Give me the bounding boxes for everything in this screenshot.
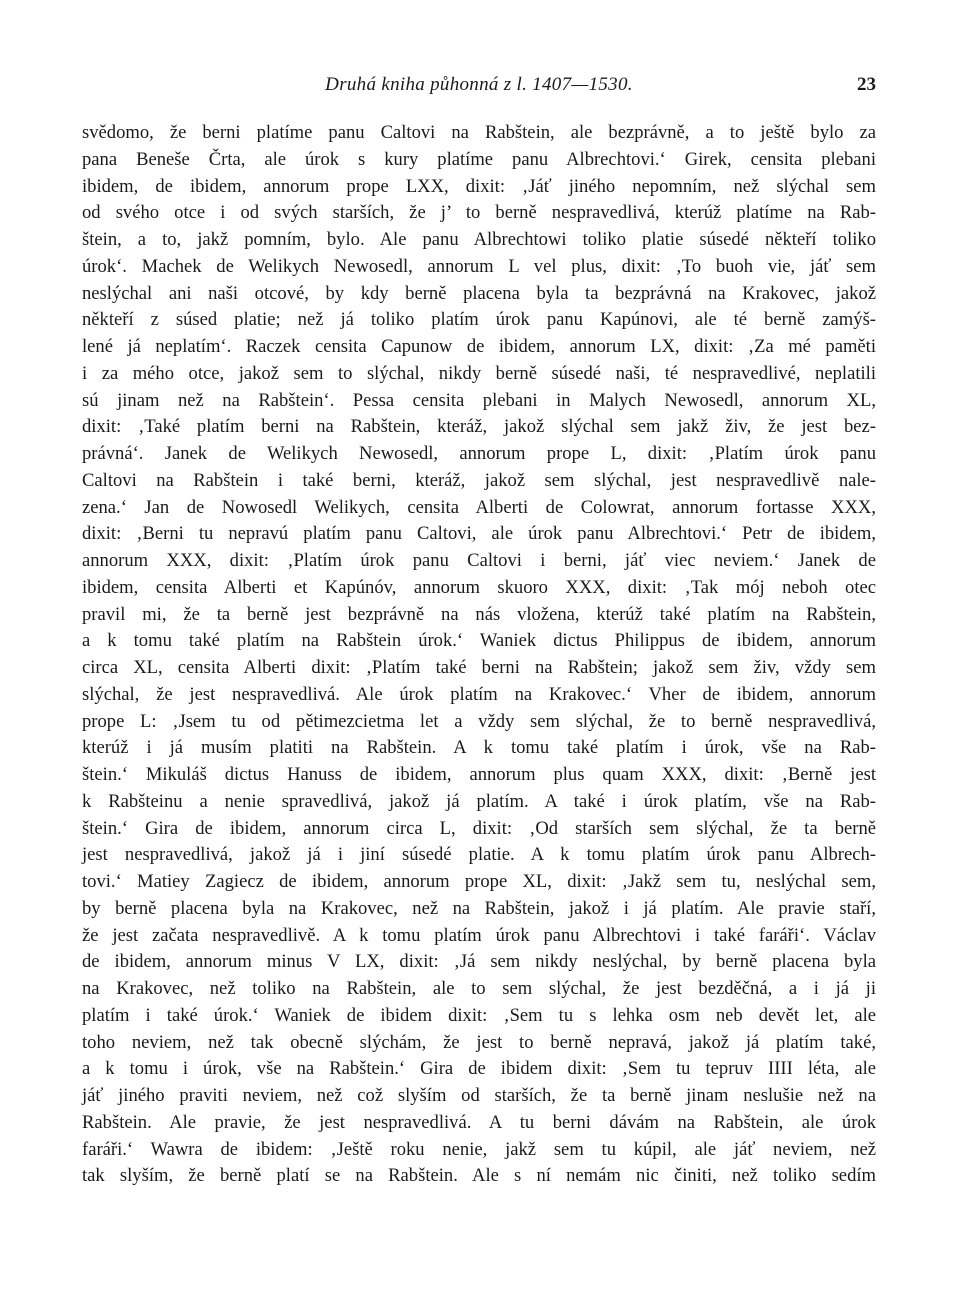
document-page bbox=[82, 74, 876, 1190]
text-line: by berně placena byla na Krakovec, než na Rabštein, jakož i já platím. Ale pravie staří, bbox=[82, 897, 876, 919]
text-line: štein.‘ Mikuláš dictus Hanuss de ibidem, annorum plus quam XXX, dixit: ‚Berně jest bbox=[82, 764, 876, 785]
text-line: a k tomu i úrok, vše na Rabštein.‘ Gira de ibidem dixit: ‚Sem tu tepruv IIII léta, ale bbox=[82, 1058, 876, 1080]
text-line: circa XL, censita Alberti dixit: ‚Platím také berni na Rabštein; jakož sem živ, vždy sem bbox=[82, 657, 876, 678]
text-line: ibidem, censita Alberti et Kapúnóv, annorum skuoro XXX, dixit: ‚Tak mój neboh otec bbox=[82, 576, 876, 598]
body-text bbox=[82, 120, 876, 1190]
text-line: prope L: ‚Jsem tu od pětimezcietma let a vždy sem slýchal, že to berně nespravedlivá, bbox=[82, 710, 876, 732]
text-line: že jest začata nespravedlivě. A k tomu platím úrok panu Albrechtovi i také faráři‘. Václav bbox=[82, 924, 876, 946]
text-line: kterúž i já musím platiti na Rabštein. A k tomu také platím i úrok, vše na Rab- bbox=[82, 737, 876, 759]
text-line: a k tomu také platím na Rabštein úrok.‘ Waniek dictus Philippus de ibidem, annorum bbox=[82, 630, 876, 652]
text-line: tak slyším, že berně platí se na Rabštein. Ale s ní nemám nic činiti, než toliko sedím bbox=[82, 1165, 876, 1187]
text-line: právná‘. Janek de Welikych Newosedl, annorum prope L, dixit: ‚Platím úrok panu bbox=[82, 443, 876, 464]
text-line: ibidem, de ibidem, annorum prope LXX, dixit: ‚Jáť jiného nepomním, než slýchal sem bbox=[82, 175, 876, 197]
text-line: Caltovi na Rabštein i také berni, kteráž, jakož sem slýchal, jest nespravedlivě nale- bbox=[82, 469, 876, 491]
text-line: faráři.‘ Wawra de ibidem: ‚Ještě roku nenie, jakž sem tu kúpil, ale jáť neviem, než bbox=[82, 1138, 876, 1160]
text-line: dixit: ‚Také platím berni na Rabštein, kteráž, jakož slýchal sem jakž živ, že jest bez- bbox=[82, 416, 876, 438]
text-line: štein.‘ Gira de ibidem, annorum circa L, dixit: ‚Od starších sem slýchal, že ta berně bbox=[82, 817, 876, 839]
text-line: Rabštein. Ale pravie, že jest nespravedlivá. A tu berni dávám na Rabštein, ale úrok bbox=[82, 1111, 876, 1133]
text-line: lené já neplatím‘. Raczek censita Capunow de ibidem, annorum LX, dixit: ‚Za mé paměti bbox=[82, 336, 876, 357]
text-line: annorum XXX, dixit: ‚Platím úrok panu Caltovi i berni, jáť viec neviem.‘ Janek de bbox=[82, 550, 876, 571]
running-title: Druhá kniha půhonná z l. 1407—1530. bbox=[325, 74, 633, 95]
text-line: jáť jiného praviti neviem, než což slyším od starších, že ta berně jinam neslušie než na bbox=[82, 1085, 876, 1106]
text-line: pana Beneše Črta, ale úrok s kury platíme panu Albrechtovi.‘ Girek, censita plebani bbox=[82, 148, 876, 170]
text-line: svědomo, že berni platíme panu Caltovi na Rabštein, ale bezprávně, a to ještě bylo za bbox=[82, 122, 876, 143]
text-line: neslýchal ani naši otcové, by kdy berně placena byla ta bezprávná na Krakovec, jakož bbox=[82, 282, 876, 304]
text-line: tovi.‘ Matiey Zagiecz de ibidem, annorum prope XL, dixit: ‚Jakž sem tu, neslýchal sem, bbox=[82, 871, 876, 892]
text-line: i za mého otce, jakož sem to slýchal, nikdy berně súsedé naši, té nespravedlivé, neplatili bbox=[82, 362, 876, 384]
text-line: úrok‘. Machek de Welikych Newosedl, annorum L vel plus, dixit: ‚To buoh vie, jáť sem bbox=[82, 255, 876, 277]
text-line: sú jinam než na Rabštein‘. Pessa censita plebani in Malych Newosedl, annorum XL, bbox=[82, 389, 876, 411]
text-line: platím i také úrok.‘ Waniek de ibidem dixit: ‚Sem tu s lehka osm neb devět let, ale bbox=[82, 1004, 876, 1026]
text-line: pravil mi, že ta berně jest bezprávně na nás vložena, kterúž také platím na Rabštein, bbox=[82, 603, 876, 625]
text-line: jest nespravedlivá, jakož já i jiní súsedé platie. A k tomu platím úrok panu Albrech- bbox=[82, 844, 876, 866]
text-line: na Krakovec, než toliko na Rabštein, ale to sem slýchal, že jest bezděčná, a i já ji bbox=[82, 978, 876, 999]
text-line: zena.‘ Jan de Nowosedl Welikych, censita Alberti de Colowrat, annorum fortasse XXX, bbox=[82, 496, 876, 518]
text-line: štein, a to, jakž pomním, bylo. Ale panu Albrechtowi toliko platie súsedé někteří toliko bbox=[82, 229, 876, 250]
text-line: k Rabšteinu a nenie spravedlivá, jakož já platím. A také i úrok platím, vše na Rab- bbox=[82, 790, 876, 812]
text-line: dixit: ‚Berni tu nepravú platím panu Caltovi, ale úrok panu Albrechtovi.‘ Petr de ibidem, bbox=[82, 523, 876, 545]
text-line: toho neviem, než tak obecně slýchám, že jest to berně nepravá, jakož já platím také, bbox=[82, 1031, 876, 1053]
running-head bbox=[82, 74, 876, 102]
text-line: někteří z súsed platie; než já toliko platím úrok panu Kapúnovi, ale té berně zamýš- bbox=[82, 309, 876, 331]
page-number: 23 bbox=[857, 74, 876, 95]
text-line: slýchal, že jest nespravedlivá. Ale úrok platím na Krakovec.‘ Vher de ibidem, annorum bbox=[82, 683, 876, 705]
text-line: od svého otce i od svých starších, že j’ to berně nespravedlivá, kterúž platíme na Rab- bbox=[82, 202, 876, 224]
text-line: de ibidem, annorum minus V LX, dixit: ‚Já sem nikdy neslýchal, by berně placena byla bbox=[82, 951, 876, 973]
